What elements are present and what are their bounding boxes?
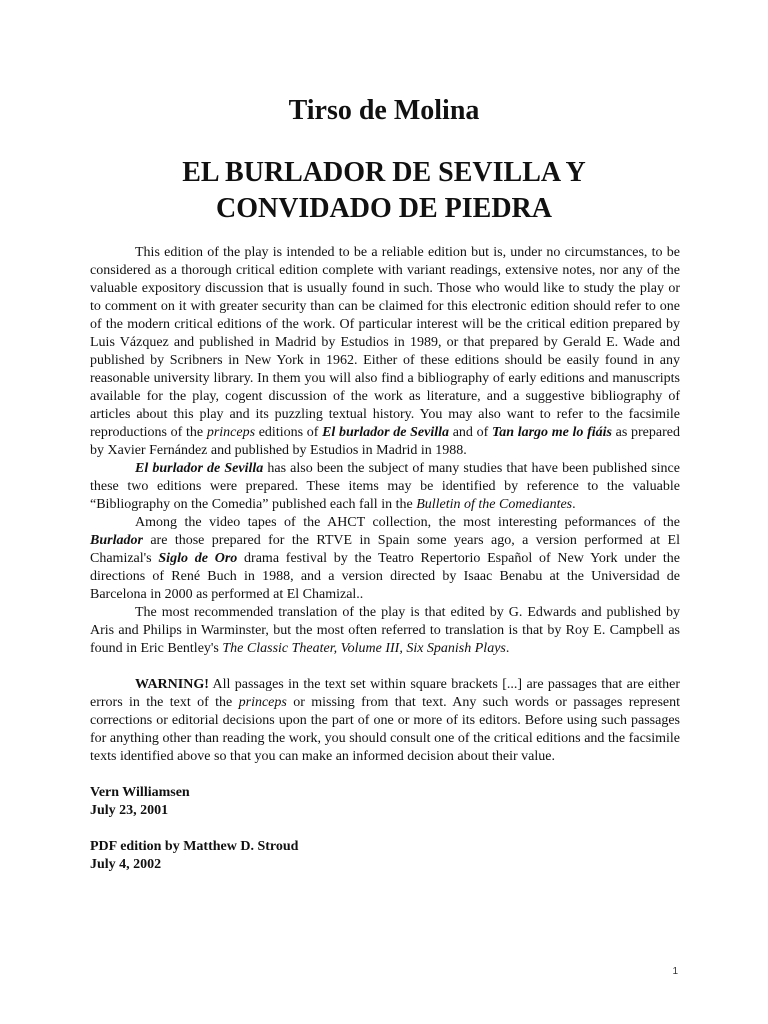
paragraph-editions (90, 244, 680, 460)
text-run: All passages in the text set within square brackets [...] are passages that are either errors in the text of the (90, 677, 680, 710)
bold-italic-title: El burlador de Sevilla (322, 425, 450, 440)
play-title-line-1: EL BURLADOR DE SEVILLA Y (182, 157, 586, 188)
bold-italic-title: Burlador (90, 533, 143, 548)
text-run: editions of (255, 425, 323, 440)
text-run: Among the video tapes of the AHCT collection, the most interesting peformances of the (135, 515, 680, 530)
italic-princeps: princeps (206, 425, 256, 440)
bold-italic-title: Tan largo me lo fiáis (491, 425, 612, 440)
text-run: and of (449, 425, 492, 440)
text-run: The most recommended translation of the play is that edited by G. Edwards and published by Aris and Philips in Warminster, but the most often referred to translation is that by Roy E. Campbell as found in Eric Bentley's (90, 605, 680, 656)
text-run: or missing from that text. Any such words or passages represent corrections or editorial decisions upon the part of one or more of its editors. Before using such passages for anything other than reading the work, you should consult one of the critical editions and the facsimile texts identified above so that you can make an informed decision about their value. (90, 695, 680, 764)
page-number: 1 (672, 966, 678, 977)
text-run: as prepared by Xavier Fernández and published by Estudios in Madrid in 1988. (90, 425, 680, 458)
text-run: has also been the subject of many studies that have been published since these two editions were prepared. These items may be identified by reference to the valuable “Bibliography on the Comedia” published each fall in the (90, 461, 680, 512)
text-run: are those prepared for the RTVE in Spain some years ago, a version performed at El Chamizal's (90, 533, 680, 566)
warning-label: WARNING! (135, 677, 209, 692)
text-run: . (572, 497, 576, 512)
italic-bulletin: Bulletin of the Comediantes (416, 497, 573, 512)
introduction-text (90, 244, 680, 874)
paragraph-warning (90, 676, 680, 766)
signature-name: PDF edition by Matthew D. Stroud (90, 839, 299, 854)
signature-date: July 23, 2001 (90, 803, 169, 818)
author-heading: Tirso de Molina (288, 95, 480, 126)
text-run: This edition of the play is intended to be a reliable edition but is, under no circumstances, to be considered as a thorough critical edition complete with variant readings, extensive notes, nor any of the valuable expository discussion that is usually found in such. Those who would like to study the play or to comment on it with greater security than can be claimed for this electronic edition should refer to one of the modern critical editions of the work. Of particular interest will be the critical edition prepared by Luis Vázquez and published in Madrid by Estudios in 1989, or that prepared by Gerald E. Wade and published by Scribners in New York in 1962. Either of these editions should be easily found in any reasonable university library. In them you will also find a bibliography of early editions and manuscripts available for the play, cogent discussion of the work as literature, and a suggestive bibliography of articles about this play and its puzzling textual history. You may also want to refer to the facsimile reproductions of the (90, 245, 680, 440)
italic-book-title: The Classic Theater, Volume III, Six Spanish Plays (222, 641, 506, 656)
play-title-line-2: CONVIDADO DE PIEDRA (215, 193, 552, 224)
bold-italic-title: Siglo de Oro (158, 551, 238, 566)
play-title (90, 155, 678, 227)
italic-princeps: princeps (238, 695, 287, 710)
paragraph-studies (90, 460, 680, 514)
text-run: drama festival by the Teatro Repertorio Español of New York under the directions of René Buch in 1988, and a version directed by Isaac Benabu at the Universidad de Barcelona in 2000 as performed at El Chamizal.. (90, 551, 680, 602)
paragraph-video-tapes (90, 514, 680, 604)
signature-williamsen (90, 784, 680, 820)
text-run: . (505, 641, 510, 656)
bold-italic-title: El burlador de Sevilla (135, 461, 264, 476)
paragraph-translation (90, 604, 680, 658)
signature-date: July 4, 2002 (90, 857, 162, 872)
signature-name: Vern Williamsen (90, 785, 190, 800)
signature-stroud (90, 838, 680, 874)
